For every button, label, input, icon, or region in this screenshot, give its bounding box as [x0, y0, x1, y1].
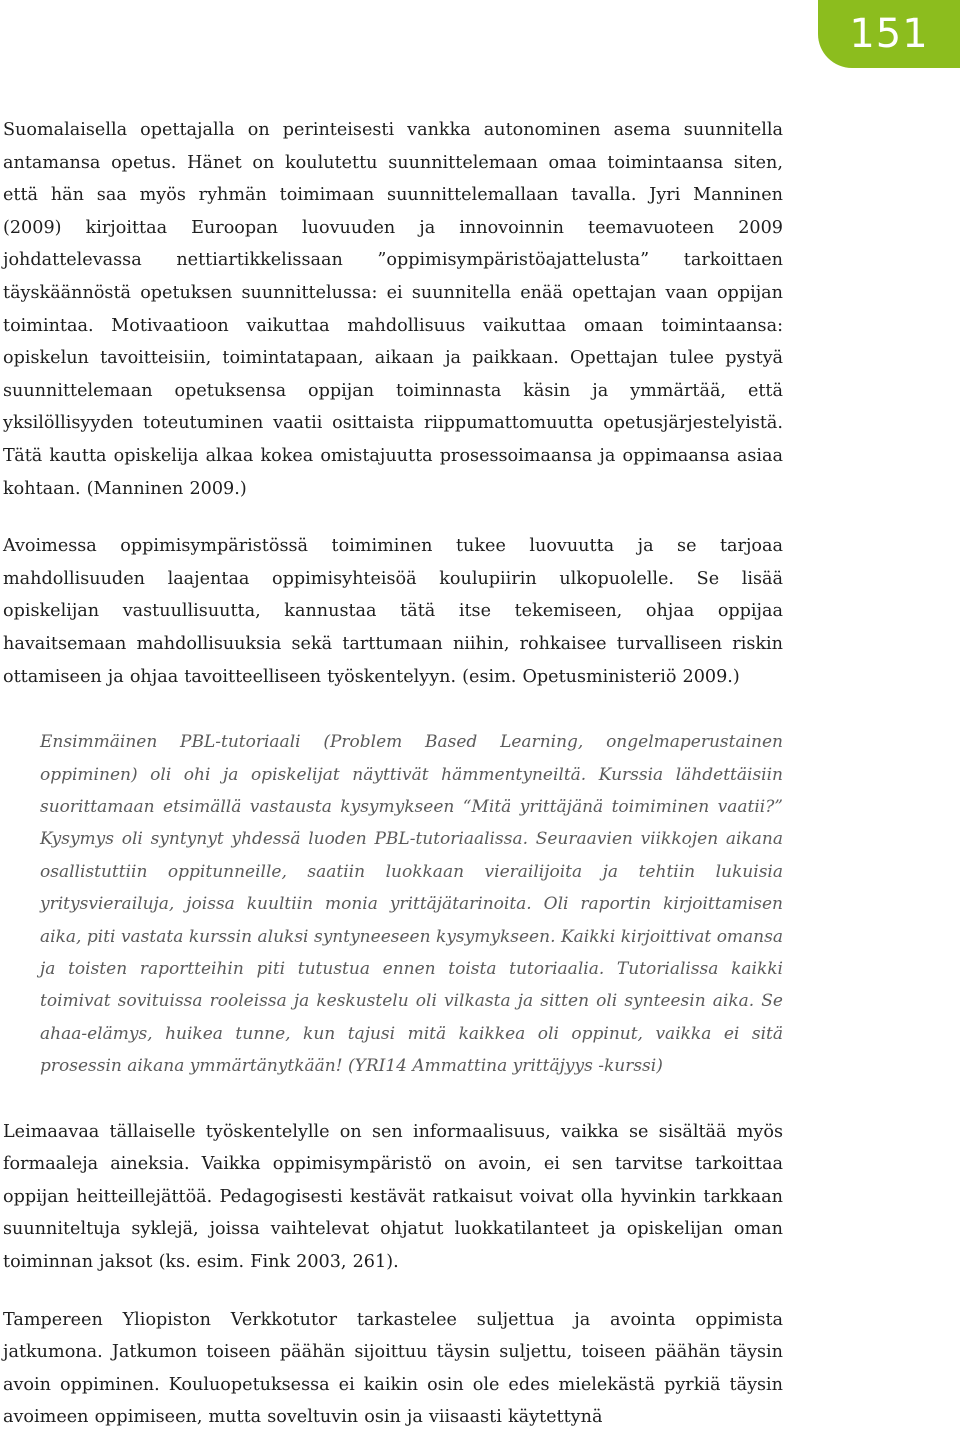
paragraph-autonomy: Suomalaisella opettajalla on perinteisesti vankka autonominen asema suunnitella antamansa opetus. Hänet on koulutettu suunnittelemaan omaa toimintaansa siten, että hän saa myös ryhmän toimimaan suunnittelemallaan tavalla. Jyri Manninen (2009) kirjoittaa Euroopan luovuuden ja innovoinnin teemavuoteen 2009 johdattelevassa nettiartikkelissaan ”oppimisympäristöajattelusta” tarkoittaen täyskäännöstä opetuksen suunnittelussa: ei suunnitella enää opettajan vaan oppijan toimintaa. Motivaatioon vaikuttaa mahdollisuus vaikuttaa omaan toimintaansa: opiskelun tavoitteisiin, toimintatapaan, aikaan ja paikkaan. Opettajan tulee pystyä suunnittelemaan opetuksensa oppijan toiminnasta käsin ja ymmärtää, että yksilöllisyyden toteutuminen vaatii osittaista riippumattomuutta opetusjärjestelyistä. Tätä kautta opiskelija alkaa kokea omistajuutta prosessoimaansa ja oppimaansa asiaa kohtaan. (Manninen 2009.)	[3, 120, 783, 499]
paragraph-continuum: Tampereen Yliopiston Verkkotutor tarkastelee suljettua ja avointa oppimista jatkumona. Jatkumon toiseen päähän sijoittuu täysin suljettu, toiseen päähän täysin avoin oppiminen. Kouluopetuksessa ei kaikin osin ole edes mielekästä pyrkiä täysin avoimeen oppimiseen, mutta soveltuvin osin ja viisaasti käytettynä	[3, 1309, 783, 1428]
page-number: 151	[849, 11, 929, 57]
page-body	[3, 114, 783, 1434]
paragraph-open-environment: Avoimessa oppimisympäristössä toimiminen tukee luovuutta ja se tarjoaa mahdollisuuden laajentaa oppimisyhteisöä koulupiirin ulkopuolelle. Se lisää opiskelijan vastuullisuutta, kannustaa tätä itse tekemiseen, ohjaa oppijaa havaitsemaan mahdollisuuksia sekä tarttumaan niihin, rohkaisee turvalliseen riskin ottamiseen ja ohjaa tavoitteelliseen työskentelyyn. (esim. Opetusministeriö 2009.)	[3, 536, 783, 687]
case-example-quote: Ensimmäinen PBL-tutoriaali (Problem Based Learning, ongelmaperustainen oppiminen) oli ohi ja opiskelijat näyttivät hämmentyneiltä. Kurssia lähdettäisiin suorittamaan etsimällä vastausta kysymykseen “Mitä yrittäjänä toimiminen vaatii?” Kysymys oli syntynyt yhdessä luoden PBL-tutoriaalissa. Seuraavien viikkojen aikana osallistuttiin oppitunneille, saatiin luokkaan vierailijoita ja tehtiin lukuisia yritysvierailuja, joissa kuultiin monia yrittäjätarinoita. Oli raportin kirjoittamisen aika, piti vastata kurssin aluksi syntyneeseen kysymykseen. Kaikki kirjoittivat omansa ja toisten raportteihin piti tutustua ennen toista tutoriaalia. Tutorialissa kaikki toimivat sovituissa rooleissa ja keskustelu oli vilkasta ja sitten oli synteesin aika. Se ahaa-elämys, huikea tunne, kun tajusi mitä kaikkea oli oppinut, vaikka ei sitä prosessin aikana ymmärtänytkään! (YRI14 Ammattina yrittäjyys -kurssi)	[40, 732, 783, 1077]
paragraph-informality: Leimaavaa tällaiselle työskentelylle on sen informaalisuus, vaikka se sisältää myös formaaleja aineksia. Vaikka oppimisympäristö on avoin, ei sen tarvitse tarkoittaa oppijan heitteillejättöä. Pedagogisesti kestävät ratkaisut voivat olla hyvinkin tarkkaan suunniteltuja syklejä, joissa vaihtelevat ohjatut luokkatilanteet ja opiskelijan oman toiminnan jaksot (ks. esim. Fink 2003, 261).	[3, 1121, 783, 1272]
page-number-badge	[818, 0, 960, 68]
